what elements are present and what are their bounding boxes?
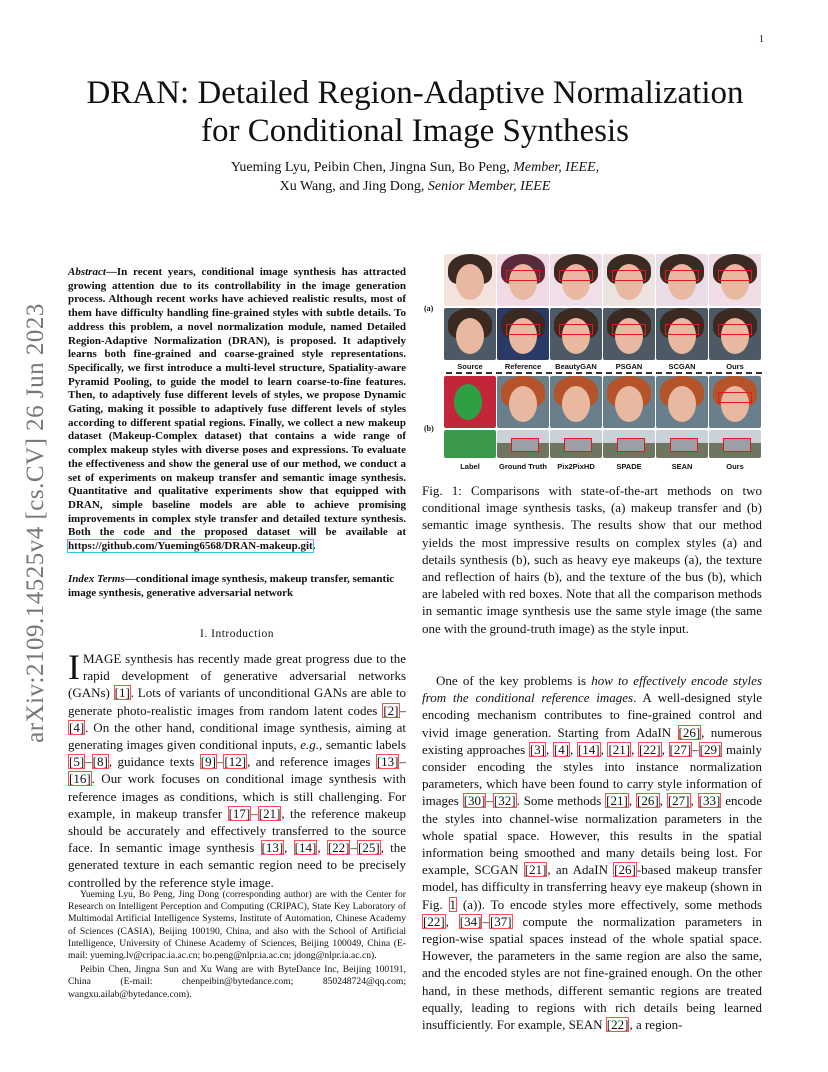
citation-link[interactable]: [5] [69, 754, 85, 770]
author-list [100, 158, 730, 196]
makeup-face-thumb [497, 308, 549, 360]
makeup-face-thumb [656, 254, 708, 306]
intro-text: , the generated texture in each semantic region need to be precisely controlled by the reference style image. [68, 840, 407, 890]
authors-punct: , [595, 160, 600, 175]
intro-text: . Our work focuses on conditional image synthesis with reference images as conditions, which is still challenging. For example, in makeup transfer [68, 771, 406, 821]
semantic-face-thumb [497, 376, 549, 428]
citation-link[interactable]: [22] [423, 913, 445, 929]
body-text: encode the styles into channel-wise normalization parameters in the whole spatial space. However, this results in the spatial information being smoothed and many details being lost. For example, SCGAN [422, 793, 763, 878]
body-text: , [546, 741, 553, 757]
makeup-face-thumb [497, 254, 549, 306]
body-text: , [628, 793, 636, 809]
body-paragraph [422, 672, 762, 1033]
figure-divider [446, 372, 762, 374]
citation-link[interactable]: [17] [228, 805, 251, 821]
face-shape [615, 386, 643, 422]
body-text: how to effectively encode styles from the conditional reference images [422, 673, 762, 706]
intro-text: , semantic labels [318, 737, 407, 753]
highlight-box [559, 270, 593, 281]
body-text: , [661, 741, 669, 757]
figure-caption [422, 482, 762, 637]
bus-highlight-box [564, 438, 592, 452]
citation-link[interactable]: [37] [489, 913, 512, 929]
abstract [68, 266, 406, 554]
abstract-label: Abstract [68, 266, 106, 278]
code-link[interactable]: https://github.com/Yueming6568/DRAN-makeup.git [68, 540, 313, 553]
bus-highlight-box [511, 438, 539, 452]
citation-link[interactable]: [27] [669, 741, 692, 757]
face-shape [456, 264, 484, 300]
citation-link[interactable]: [26] [614, 862, 636, 878]
highlight-box [506, 270, 540, 281]
index-terms-label: Index Terms [68, 573, 125, 585]
body-text: , an AdaIN [547, 862, 614, 878]
citation-link[interactable]: [22] [606, 1017, 629, 1033]
citation-link[interactable]: [22] [638, 741, 661, 757]
figure-1 [422, 254, 762, 476]
citation-link[interactable]: [33] [698, 793, 721, 809]
intro-text: . Lots of variants of unconditional GANs are able to generate photo-realistic images from random latent codes [68, 685, 406, 718]
semantic-scene-thumb [550, 430, 602, 458]
authors-line-2: Xu Wang, and Jing Dong, [279, 179, 428, 194]
intro-text: MAGE synthesis has recently made great progress due to the rapid development of generative adversarial networks (GANs) [68, 651, 406, 701]
face-shape [562, 386, 590, 422]
citation-link[interactable]: [26] [678, 724, 701, 740]
citation-link[interactable]: [14] [577, 741, 600, 757]
affiliation-footnote [68, 889, 406, 1003]
column-label: SCGAN [668, 362, 696, 371]
citation-link[interactable]: [22] [327, 840, 350, 856]
citation-link[interactable]: [12] [224, 754, 247, 770]
footnote-1: Yueming Lyu, Bo Peng, Jing Dong (corresponding author) are with the Center for Research on Intelligent Perception and Computing (CRIPAC), State Key Laboratory of Multimodal Artificial Intelligence Systems, Institute of Automation, Chinese Academy of Sciences (CASIA), Beijing 100190, China, and also with the School of Artificial Intelligence, University of Chinese Academy of Sciences, Beijing 100049, China (E-mail: yueming.lv@cripac.ia.ac.cn; bo.peng@nlpr.ia.ac.cn; jdong@nlpr.ia.ac.cn). [68, 889, 406, 962]
citation-link[interactable]: [13] [261, 840, 284, 856]
arxiv-stamp-text: arXiv:2109.14525v4 [cs.CV] 26 Jun 2023 [22, 303, 49, 743]
citation-link[interactable]: [29] [699, 741, 722, 757]
citation-link[interactable]: [21] [524, 862, 547, 878]
makeup-face-thumb [709, 254, 761, 306]
body-text: mainly consider encoding the styles into instance normalization parameters, which have been found to carry style information of images [422, 741, 763, 809]
citation-link[interactable]: [30] [463, 793, 486, 809]
highlight-box [612, 270, 646, 281]
semantic-scene-thumb [603, 430, 655, 458]
column-label: Label [460, 462, 480, 471]
body-text: compute the normalization parameters in region-wise spatial spaces instead of the whole spatial space. However, the parameters in the same region are also the same, and the encoded styles are not fine-grained enough. On the other hand, in these methods, different semantic regions are treated equally, leading to regions with rich details being learned insufficiently. For example, SEAN [422, 913, 762, 1033]
intro-text: , the reference makeup should be accurately and effectively transferred to the source face. In semantic image synthesis [68, 805, 407, 856]
title-line-1: DRAN: Detailed Region-Adaptive Normalization [86, 75, 744, 111]
semantic-scene-thumb [497, 430, 549, 458]
caption-label: Fig. 1: [422, 483, 462, 498]
citation-link[interactable]: [13] [376, 754, 399, 770]
intro-text: – [216, 754, 224, 770]
citation-link[interactable]: [25] [357, 840, 380, 856]
highlight-box [559, 324, 593, 335]
body-text: , [631, 741, 638, 757]
column-label: SEAN [671, 462, 693, 471]
intro-text: – [399, 702, 406, 718]
citation-link[interactable]: [14] [294, 840, 317, 856]
paper-title [60, 74, 770, 150]
citation-link[interactable]: [2] [383, 702, 399, 718]
face-shape [668, 386, 696, 422]
authors-role-1: Member, IEEE [513, 160, 596, 175]
abstract-end: . [312, 540, 316, 553]
semantic-label-map [444, 376, 496, 428]
semantic-face-thumb [656, 376, 708, 428]
citation-link[interactable]: [21] [258, 805, 281, 821]
face-shape [456, 318, 484, 354]
citation-link[interactable]: [1] [114, 685, 130, 701]
citation-link[interactable]: [8] [92, 754, 108, 770]
authors-line-1: Yueming Lyu, Peibin Chen, Jingna Sun, Bo Peng, [230, 160, 514, 175]
intro-text: , [317, 840, 327, 856]
index-terms-text: —conditional image synthesis, makeup transfer, semantic image synthesis, generative adversarial network [68, 573, 395, 599]
column-label: Ours [726, 362, 744, 371]
makeup-face-thumb [603, 308, 655, 360]
arxiv-stamp [20, 288, 52, 758]
index-terms [68, 573, 406, 600]
highlight-box [665, 324, 699, 335]
semantic-label-scene [444, 430, 496, 458]
bus-highlight-box [723, 438, 751, 452]
makeup-face-thumb [550, 254, 602, 306]
intro-text: , and reference images [247, 754, 376, 770]
citation-link[interactable]: [34] [459, 913, 482, 929]
label-region [454, 384, 482, 420]
bus-highlight-box [617, 438, 645, 452]
intro-text: – [85, 754, 92, 770]
makeup-face-thumb [709, 308, 761, 360]
column-label: Source [457, 362, 483, 371]
drop-cap: I [68, 647, 80, 687]
citation-link[interactable]: [16] [69, 771, 91, 787]
semantic-face-thumb [709, 376, 761, 428]
intro-text: – [251, 805, 258, 821]
highlight-box [718, 270, 752, 281]
body-text: , [659, 793, 667, 809]
citation-link[interactable]: [4] [553, 741, 570, 757]
column-label: BeautyGAN [555, 362, 597, 371]
highlight-box [612, 324, 646, 335]
citation-link[interactable]: [21] [606, 793, 628, 809]
column-label: SPADE [616, 462, 642, 471]
body-text: – [482, 913, 489, 929]
authors-role-2: Senior Member, IEEE [427, 179, 551, 194]
body-text: , [600, 741, 608, 757]
citation-link[interactable]: [3] [529, 741, 546, 757]
bus-highlight-box [670, 438, 698, 452]
citation-link[interactable]: [4] [69, 719, 85, 735]
makeup-face-thumb [550, 308, 602, 360]
section-heading: I. Introduction [200, 628, 274, 640]
footnote-2: Peibin Chen, Jingna Sun and Xu Wang are with ByteDance Inc, Beijing 100191, China (E-mail: chenpeibin@bytedance.com; 850248724@qq.com; wangxu.ailab@bytedance.com). [68, 964, 406, 1000]
semantic-face-thumb [550, 376, 602, 428]
citation-link[interactable]: [27] [667, 793, 690, 809]
body-text: , [445, 913, 459, 929]
highlight-box [718, 392, 752, 403]
intro-text: . On the other hand, conditional image synthesis, aiming at generating images given conditional inputs, [68, 719, 406, 753]
body-text: One of the key problems is [436, 673, 592, 688]
body-text: (a)). To encode styles more effectively, some methods [457, 896, 762, 912]
semantic-scene-thumb [709, 430, 761, 458]
body-text: , a region- [629, 1017, 683, 1033]
body-text: , numerous existing approaches [422, 724, 762, 757]
abstract-text: —In recent years, conditional image synthesis has attracted growing attention due to its controllability in the image generation process. Although recent works have achieved realistic results, most of them have difficulty handling fine-grained styles with subtle details. To address this problem, a novel normalization module, named Detailed Region-Adaptive Normalization (DRAN), is proposed. It adaptively learns both fine-grained and coarse-grained style representations. Specifically, we first introduce a multi-level structure, Spatiality-aware Pyramid Pooling, to guide the model to learn coarse-to-fine features. Then, to adaptively fuse different levels of styles, we propose Dynamic Gating, making it possible to adaptively fuse different levels of styles according to different spatial regions. Finally, we collect a new makeup dataset (Makeup-Complex dataset) that contains a wide range of complex makeup styles with diverse poses and expressions. To evaluate the effectiveness and show the general use of our method, we conduct a set of experiments on makeup transfer and semantic image synthesis. Quantitative and qualitative experiments show that equipped with DRAN, simple baseline models are able to achieve promising improvements in complex style transfer and detailed texture synthesis. Both the code and the proposed dataset will be available at [68, 266, 406, 539]
column-label: Reference [504, 362, 542, 371]
column-label: Pix2PixHD [557, 462, 595, 471]
body-text: – [692, 741, 699, 757]
highlight-box [718, 324, 752, 335]
intro-text: , [284, 840, 294, 856]
page-number: 1 [759, 34, 764, 45]
body-text: , [570, 741, 577, 757]
column-label: Ground Truth [499, 462, 547, 471]
highlight-box [506, 324, 540, 335]
body-text: – [486, 793, 493, 809]
row-a-label: (a) [424, 304, 434, 313]
body-text: -based makeup transfer model, has difficulty in transferring heavy eye makeup (shown in Fig. [422, 862, 762, 912]
semantic-face-thumb [603, 376, 655, 428]
body-text: , [690, 793, 698, 809]
citation-link[interactable]: [26] [637, 793, 659, 809]
citation-link[interactable]: [32] [493, 793, 516, 809]
introduction-paragraph [68, 647, 407, 891]
makeup-face-thumb [656, 308, 708, 360]
caption-text: Comparisons with state-of-the-art methods on two conditional image synthesis tasks, (a) makeup transfer and (b) semantic image synthesis. The results show that our method yields the most impressive results on complex styles (a) and details synthesis (b), such as heavy eye makeups (a), the texture and reflection of hairs (b), and the texture of the bus (b), which are labeled with red boxes. Note that all the comparison methods in semantic image synthesis use the same style image (the same one with the ground-truth image) as the style input. [422, 483, 762, 636]
face-shape [509, 386, 537, 422]
title-line-2: for Conditional Image Synthesis [200, 113, 630, 149]
makeup-face-thumb [444, 254, 496, 306]
makeup-face-thumb [603, 254, 655, 306]
column-label: Ours [726, 462, 744, 471]
highlight-box [665, 270, 699, 281]
intro-text: , guidance texts [108, 754, 200, 770]
citation-link[interactable]: [21] [608, 741, 631, 757]
column-label: PSGAN [615, 362, 643, 371]
semantic-scene-thumb [656, 430, 708, 458]
body-text: . A well-designed style encoding mechanism contributes to fine-grained control and vivid image generation. Starting from AdaIN [422, 690, 762, 740]
makeup-face-thumb [444, 308, 496, 360]
row-b-label: (b) [424, 424, 434, 433]
figure-link[interactable]: 1 [449, 896, 457, 912]
intro-text: – [350, 840, 357, 856]
intro-text: e.g. [300, 737, 319, 753]
body-text: . Some methods [516, 793, 606, 809]
intro-text: – [399, 754, 406, 770]
citation-link[interactable]: [9] [200, 754, 216, 770]
